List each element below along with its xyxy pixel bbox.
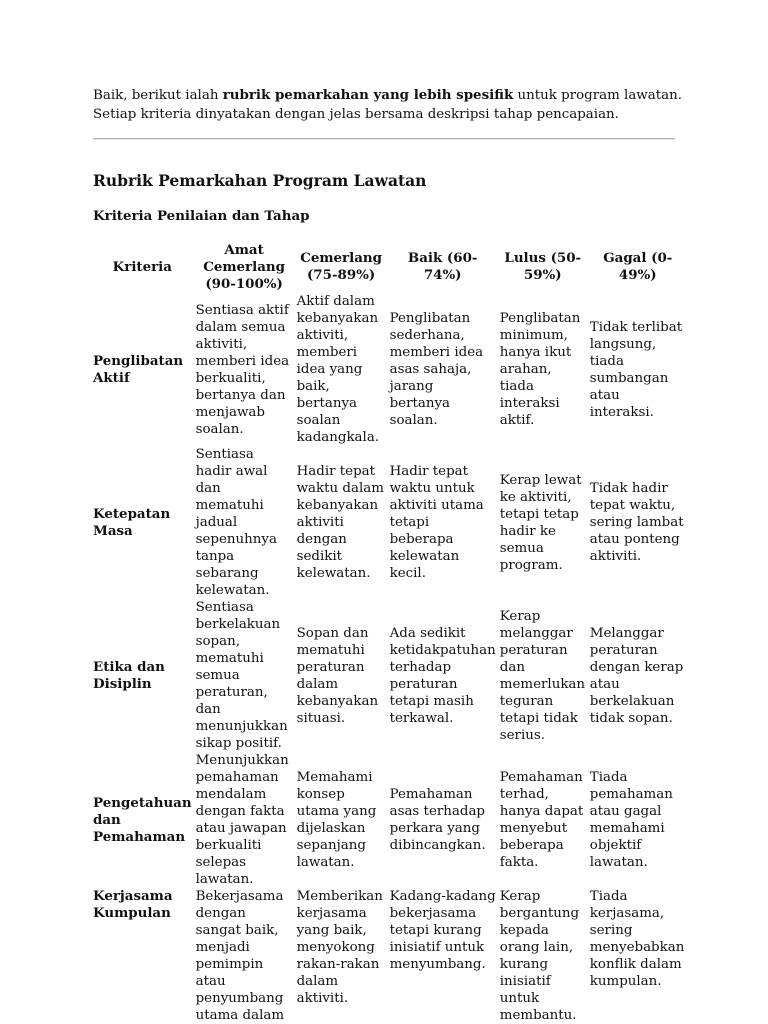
page-title: Rubrik Pemarkahan Program Lawatan: [93, 171, 427, 190]
criterion-cell: Etika dan Disiplin: [93, 658, 165, 692]
criterion-cell: Penglibatan Aktif: [93, 352, 184, 386]
rubric-table: [91, 241, 688, 1024]
intro-text-2: untuk program lawatan. Setiap kriteria dinyatakan dengan jelas bersama deskripsi tahap pencapaian.: [93, 88, 683, 122]
table-cell: Memberikan kerjasama yang baik, menyokong rakan-rakan dalam aktiviti.: [296, 889, 383, 1006]
table-cell: Tidak terlibat langsung, tiada sumbangan atau interaksi.: [589, 319, 683, 420]
table-cell: Melanggar peraturan dengan kerap atau berkelakuan tidak sopan.: [589, 625, 684, 726]
table-cell: Aktif dalam kebanyakan aktiviti, memberi idea yang baik, bertanya soalan kadangkala.: [296, 294, 380, 445]
header-amat-cemerlang: Amat Cemerlang (90-100%): [203, 241, 285, 292]
header-gagal: Gagal (0-49%): [603, 250, 673, 283]
table-header-row: [91, 241, 688, 293]
table-cell: Kerap bergantung kepada orang lain, kurang inisiatif untuk membantu.: [499, 889, 580, 1023]
criterion-cell: Ketepatan Masa: [93, 505, 171, 539]
table-row: [91, 752, 688, 888]
criterion-cell: Kerjasama Kumpulan: [93, 888, 173, 921]
header-cemerlang: Cemerlang (75-89%): [300, 250, 382, 283]
table-cell: Menunjukkan pemahaman mendalam dengan fakta atau jawapan berkualiti selepas lawatan.: [195, 753, 289, 887]
table-cell: Penglibatan sederhana, memberi idea asas sahaja, jarang bertanya soalan.: [389, 311, 484, 428]
section-subtitle: Kriteria Penilaian dan Tahap: [93, 208, 310, 224]
table-cell: Sentiasa aktif dalam semua aktiviti, memberi idea berkualiti, bertanya dan menjawab soalan.: [195, 302, 290, 437]
table-cell: Kadang-kadang bekerjasama tetapi kurang inisiatif untuk menyumbang.: [389, 889, 496, 972]
intro-bold-text: rubrik pemarkahan yang lebih spesifik: [222, 87, 514, 103]
table-cell: Ada sedikit ketidakpatuhan terhadap peraturan tetapi masih terkawal.: [389, 625, 496, 726]
table-cell: Sentiasa berkelakuan sopan, mematuhi semua peraturan, dan menunjukkan sikap positif.: [195, 600, 288, 751]
table-row: [91, 599, 688, 752]
table-cell: Kerap melanggar peraturan dan memerlukan teguran tetapi tidak serius.: [499, 608, 586, 743]
intro-text-1: Baik, berikut ialah: [93, 88, 223, 103]
header-baik: Baik (60-74%): [407, 250, 478, 283]
table-cell: Hadir tepat waktu untuk aktiviti utama tetapi beberapa kelewatan kecil.: [389, 464, 484, 581]
header-kriteria: Kriteria: [112, 258, 172, 275]
table-row: [91, 888, 688, 1024]
table-cell: Sentiasa hadir awal dan mematuhi jadual sepenuhnya tanpa sebarang kelewatan.: [195, 447, 277, 598]
table-cell: Kerap lewat ke aktiviti, tetapi tetap hadir ke semua program.: [499, 472, 582, 573]
table-cell: Tidak hadir tepat waktu, sering lambat atau ponteng aktiviti.: [589, 481, 684, 564]
criterion-cell: Pengetahuan dan Pemahaman: [93, 794, 192, 845]
table-cell: Sopan dan mematuhi peraturan dalam kebanyakan situasi.: [296, 625, 379, 726]
table-cell: Pemahaman terhad, hanya dapat menyebut beberapa fakta.: [499, 770, 584, 870]
table-row: [91, 446, 688, 599]
intro-paragraph: [93, 86, 683, 124]
header-lulus: Lulus (50-59%): [504, 250, 582, 283]
table-cell: Bekerjasama dengan sangat baik, menjadi pemimpin atau penyumbang utama dalam: [195, 889, 285, 1023]
table-cell: Pemahaman asas terhadap perkara yang dibincangkan.: [389, 787, 486, 853]
table-row: [91, 293, 688, 446]
horizontal-divider: [93, 138, 675, 140]
table-cell: Hadir tepat waktu dalam kebanyakan aktiviti dengan sedikit kelewatan.: [296, 464, 384, 581]
table-cell: Penglibatan minimum, hanya ikut arahan, tiada interaksi aktif.: [499, 311, 581, 428]
table-cell: Tiada pemahaman atau gagal memahami objektif lawatan.: [589, 770, 673, 870]
table-cell: Memahami konsep utama yang dijelaskan sepanjang lawatan.: [296, 770, 377, 870]
table-cell: Tiada kerjasama, sering menyebabkan konflik dalam kumpulan.: [589, 889, 685, 989]
